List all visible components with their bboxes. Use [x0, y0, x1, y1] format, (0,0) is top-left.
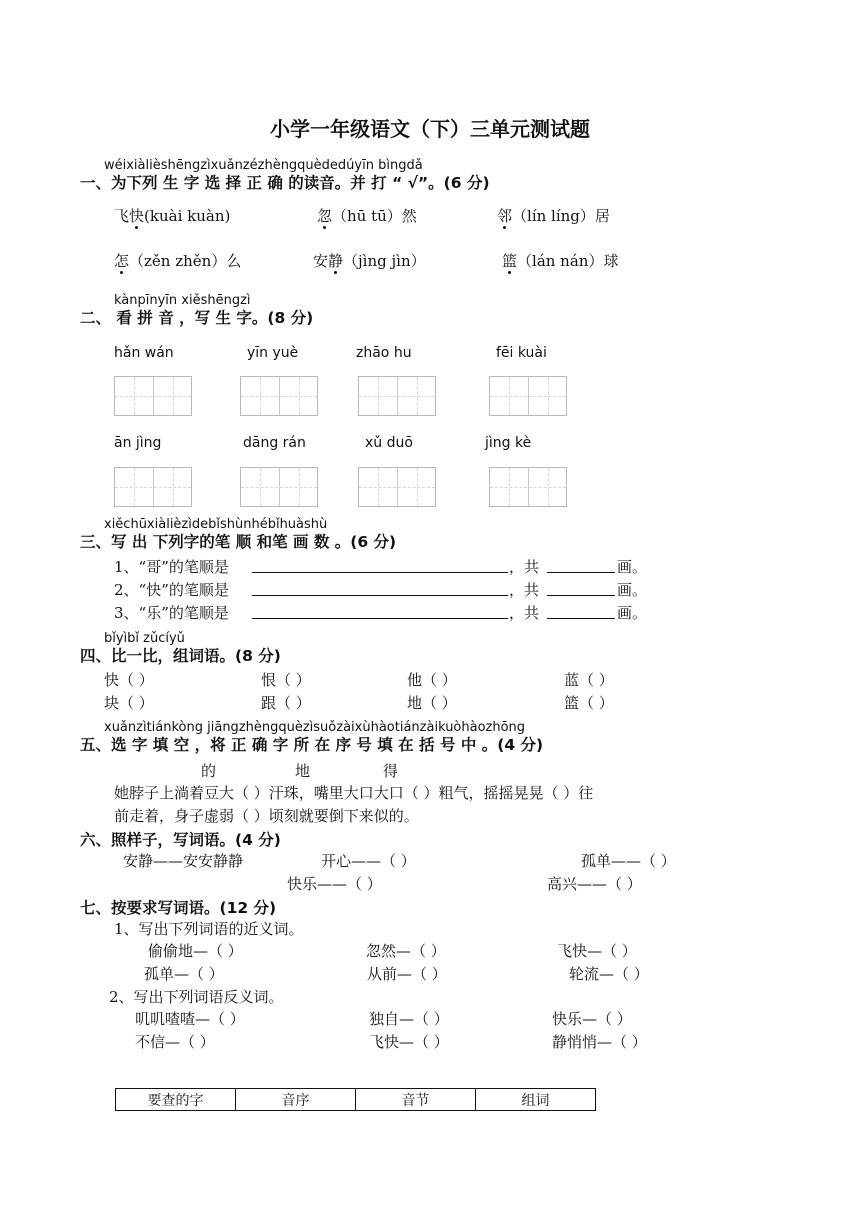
s2-pinyin-4: fēi kuài — [496, 345, 547, 361]
stroke-order-label-2: 2、“快”的笔顺是 — [114, 581, 229, 599]
s1-item-5: 安静（jìng jìn） — [313, 252, 426, 270]
antonym-item: 飞快—（ ） — [369, 1033, 449, 1051]
antonym-item: 独自—（ ） — [369, 1010, 449, 1028]
compare-item: 块（ ） — [104, 694, 154, 712]
section1-heading: 一、为下列 生 字 选 择 正 确 的读音。并 打 “ √”。(6 分) — [80, 174, 490, 192]
section2-heading: 二、 看 拼 音 ，写 生 字。(8 分) — [80, 309, 314, 327]
total-label: ，共 — [509, 581, 540, 599]
s2-pinyin-3: zhāo hu — [356, 345, 412, 361]
synonym-item: 从前—（ ） — [367, 965, 447, 983]
example-word: 安静——安安静静 — [123, 852, 244, 870]
section3-pinyin: xiěchūxiàlièzìdebǐshùnhébǐhuàshù — [104, 517, 328, 532]
answer-blank[interactable] — [252, 595, 508, 596]
synonym-item: 偷偷地—（ ） — [148, 942, 243, 960]
writing-grid[interactable] — [358, 467, 436, 507]
stroke-unit: 画。 — [617, 558, 648, 576]
synonym-item: 飞快—（ ） — [557, 942, 637, 960]
s2-pinyin-6: dāng rán — [243, 435, 306, 451]
answer-blank[interactable] — [252, 572, 508, 573]
writing-grid[interactable] — [240, 376, 318, 416]
word-item: 高兴——（ ） — [547, 875, 642, 893]
antonym-item: 快乐—（ ） — [552, 1010, 632, 1028]
total-label: ，共 — [509, 558, 540, 576]
stroke-order-label-1: 1、“哥”的笔顺是 — [114, 558, 229, 576]
answer-blank[interactable] — [252, 618, 508, 619]
s1-item-2: 忽（hū tū）然 — [317, 207, 417, 225]
s2-pinyin-8: jìng kè — [485, 435, 532, 451]
synonym-item: 孤单—（ ） — [144, 965, 224, 983]
writing-grid[interactable] — [114, 467, 192, 507]
table-row — [116, 1089, 596, 1111]
table-header-cell: 组词 — [476, 1089, 596, 1111]
answer-blank[interactable] — [547, 572, 615, 573]
table-header-cell: 音序 — [236, 1089, 356, 1111]
section5-pinyin: xuǎnzìtiánkòng jiāngzhèngquèzìsuǒzàixùhàotiánzàikuòhàozhōng — [104, 720, 526, 735]
section2-pinyin: kànpīnyīn xiěshēngzì — [114, 293, 251, 308]
choice-option: 地 — [295, 762, 311, 780]
choice-option: 的 — [201, 762, 217, 780]
word-item: 开心——（ ） — [321, 852, 416, 870]
synonym-item: 轮流—（ ） — [569, 965, 649, 983]
antonym-item: 不信—（ ） — [135, 1033, 215, 1051]
writing-grid[interactable] — [489, 376, 567, 416]
s2-pinyin-1: hǎn wán — [114, 345, 174, 361]
s2-pinyin-2: yīn yuè — [247, 345, 299, 361]
page-title: 小学一年级语文（下）三单元测试题 — [270, 117, 590, 141]
section5-heading: 五、选 字 填 空 ，将 正 确 字 所 在 序 号 填 在 括 号 中 。(4 分) — [80, 736, 544, 754]
stroke-unit: 画。 — [617, 604, 648, 622]
table-header-cell: 要查的字 — [116, 1089, 236, 1111]
writing-grid[interactable] — [489, 467, 567, 507]
choice-option: 得 — [383, 762, 399, 780]
section7-heading: 七、按要求写词语。(12 分) — [80, 899, 277, 917]
answer-blank[interactable] — [547, 595, 615, 596]
antonym-item: 静悄悄—（ ） — [552, 1033, 647, 1051]
total-label: ，共 — [509, 604, 540, 622]
writing-grid[interactable] — [114, 376, 192, 416]
word-item: 孤单——（ ） — [581, 852, 676, 870]
s1-item-3: 邻（lín líng）居 — [497, 207, 610, 225]
s1-item-4: 怎（zěn zhěn）么 — [114, 252, 242, 270]
s2-pinyin-7: xǔ duō — [365, 435, 413, 451]
synonym-item: 忽然—（ ） — [366, 942, 446, 960]
section6-heading: 六、照样子，写词语。(4 分) — [80, 831, 281, 849]
section4-pinyin: bǐyìbǐ zǔcíyǔ — [104, 631, 185, 646]
compare-item: 他（ ） — [407, 671, 457, 689]
stroke-order-label-3: 3、“乐”的笔顺是 — [114, 604, 229, 622]
dictionary-lookup-table — [115, 1088, 596, 1111]
writing-grid[interactable] — [240, 467, 318, 507]
compare-item: 恨（ ） — [261, 671, 311, 689]
answer-blank[interactable] — [547, 618, 615, 619]
stroke-unit: 画。 — [617, 581, 648, 599]
compare-item: 快（ ） — [104, 671, 154, 689]
table-header-cell: 音节 — [356, 1089, 476, 1111]
s1-item-6: 篮（lán nán）球 — [502, 252, 619, 270]
s2-pinyin-5: ān jìng — [114, 435, 162, 451]
sub-question-2: 2、写出下列词语反义词。 — [109, 988, 284, 1006]
compare-item: 地（ ） — [407, 694, 457, 712]
compare-item: 篮（ ） — [564, 694, 614, 712]
word-item: 快乐——（ ） — [287, 875, 382, 893]
fill-blank-line-2: 前走着，身子虚弱（ ）顷刻就要倒下来似的。 — [114, 807, 419, 825]
fill-blank-line-1: 她脖子上淌着豆大（ ）汗珠，嘴里大口大口（ ）粗气，摇摇晃晃（ ）往 — [114, 784, 594, 802]
compare-item: 跟（ ） — [261, 694, 311, 712]
antonym-item: 叽叽喳喳—（ ） — [135, 1010, 245, 1028]
compare-item: 蓝（ ） — [564, 671, 614, 689]
section3-heading: 三、写 出 下列字的笔 顺 和笔 画 数 。(6 分) — [80, 533, 397, 551]
s1-item-1: 飞快(kuài kuàn) — [114, 207, 231, 225]
section4-heading: 四、比一比，组词语。(8 分) — [80, 647, 281, 665]
writing-grid[interactable] — [358, 376, 436, 416]
sub-question-1: 1、写出下列词语的近义词。 — [114, 920, 304, 938]
section1-pinyin: wéixiàlièshēngzìxuǎnzézhèngquèdedúyīn bìngdǎ — [104, 158, 423, 173]
